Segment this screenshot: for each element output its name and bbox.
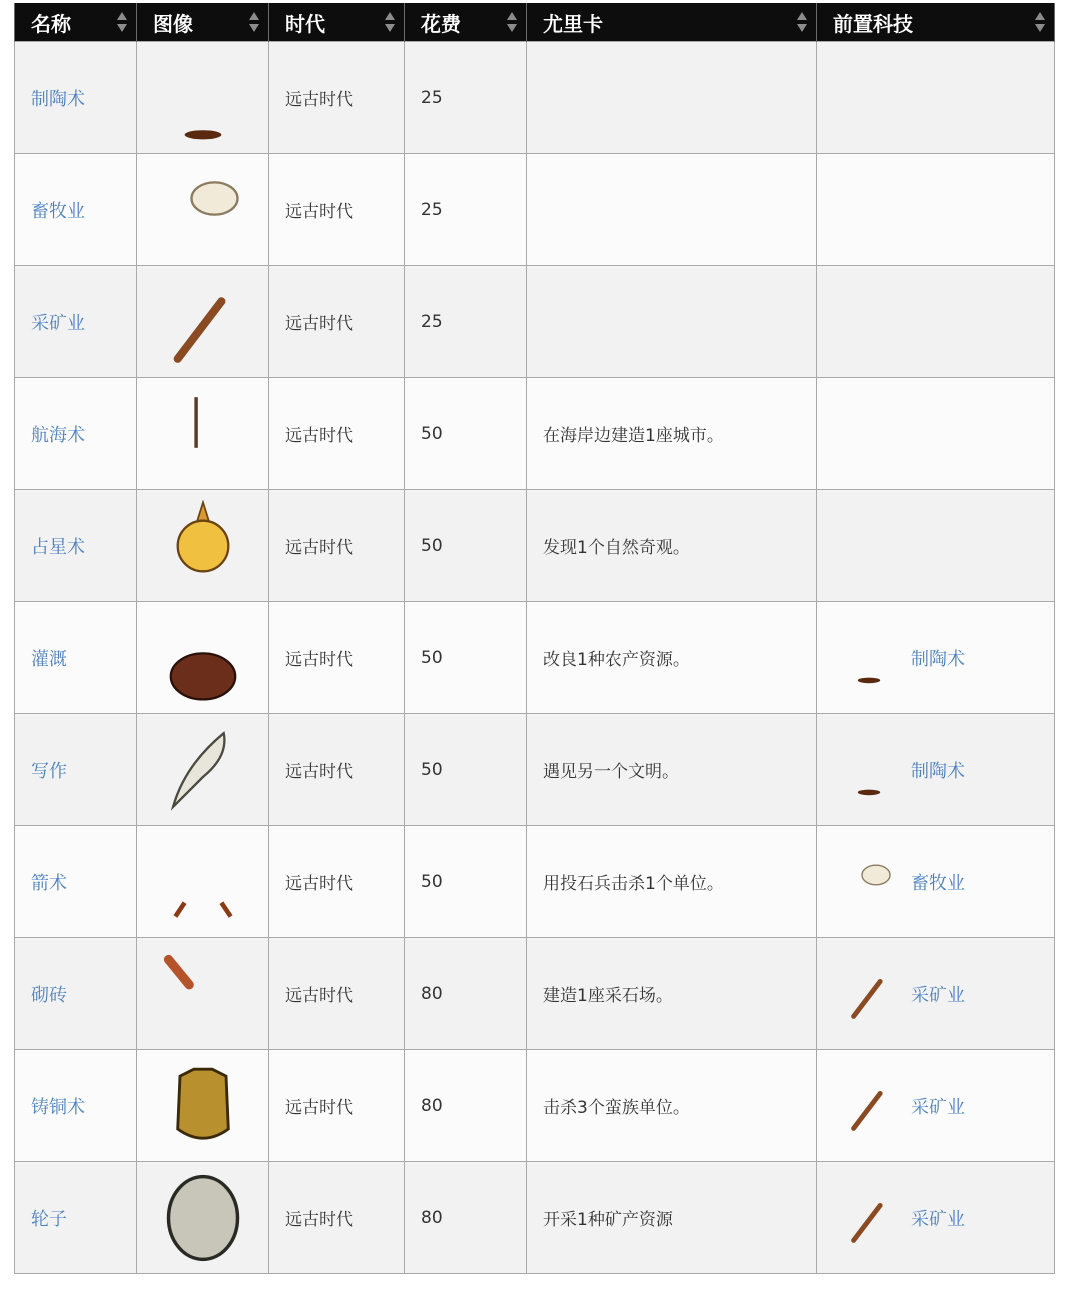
cell-name <box>15 938 137 1050</box>
cell-prereq <box>817 826 1055 938</box>
archery-target-icon <box>157 836 249 928</box>
cell-cost: 50 <box>405 490 527 602</box>
cell-era: 远古时代 <box>269 1162 405 1274</box>
cell-image <box>137 602 269 714</box>
cell-cost: 80 <box>405 1162 527 1274</box>
prereq-link[interactable]: 采矿业 <box>911 984 965 1006</box>
cell-image <box>137 938 269 1050</box>
table-row <box>15 42 1055 154</box>
cell-eureka: 击杀3个蛮族单位。 <box>527 1050 817 1162</box>
stone-wheel-icon <box>157 1172 249 1264</box>
tech-name-link[interactable]: 采矿业 <box>31 312 85 334</box>
cell-prereq <box>817 378 1055 490</box>
cell-cost: 80 <box>405 938 527 1050</box>
header-row <box>15 3 1055 42</box>
cell-era: 远古时代 <box>269 1050 405 1162</box>
tech-name-link[interactable]: 灌溉 <box>31 648 67 670</box>
cell-eureka: 在海岸边建造1座城市。 <box>527 378 817 490</box>
header-label: 前置科技 <box>833 11 913 36</box>
column-header-name[interactable] <box>15 3 137 42</box>
cell-eureka: 用投石兵击杀1个单位。 <box>527 826 817 938</box>
cell-image <box>137 378 269 490</box>
prereq-link[interactable]: 制陶术 <box>911 648 965 670</box>
cell-eureka: 遇见另一个文明。 <box>527 714 817 826</box>
header-label: 名称 <box>31 11 71 36</box>
cell-prereq <box>817 266 1055 378</box>
table-row <box>15 1162 1055 1274</box>
column-header-era[interactable] <box>269 3 405 42</box>
cell-image <box>137 1050 269 1162</box>
bronze-armor-icon <box>157 1060 249 1152</box>
prereq-link[interactable]: 制陶术 <box>911 760 965 782</box>
table-row <box>15 378 1055 490</box>
prereq-entry <box>833 742 1054 798</box>
table-row <box>15 826 1055 938</box>
pickaxe-icon <box>841 1078 897 1134</box>
cell-prereq <box>817 714 1055 826</box>
cell-prereq <box>817 1050 1055 1162</box>
sailing-ship-icon <box>157 388 249 480</box>
table-row <box>15 714 1055 826</box>
sprout-icon <box>157 612 249 704</box>
sheep-icon <box>841 854 897 910</box>
cell-prereq <box>817 154 1055 266</box>
cell-era: 远古时代 <box>269 714 405 826</box>
quill-inkpot-icon <box>157 724 249 816</box>
tech-name-link[interactable]: 箭术 <box>31 872 67 894</box>
tech-name-link[interactable]: 制陶术 <box>31 88 85 110</box>
prereq-link[interactable]: 采矿业 <box>911 1096 965 1118</box>
cell-cost: 25 <box>405 42 527 154</box>
tech-name-link[interactable]: 轮子 <box>31 1208 67 1230</box>
tech-table <box>14 3 1055 1274</box>
tech-table-container <box>14 3 1054 1274</box>
tech-name-link[interactable]: 占星术 <box>31 536 85 558</box>
tech-name-link[interactable]: 写作 <box>31 760 67 782</box>
table-row <box>15 266 1055 378</box>
pickaxe-icon <box>841 1190 897 1246</box>
header-label: 图像 <box>153 11 193 36</box>
cell-name <box>15 602 137 714</box>
tech-name-link[interactable]: 航海术 <box>31 424 85 446</box>
sort-icon <box>796 10 808 34</box>
pickaxe-icon <box>841 966 897 1022</box>
table-row <box>15 154 1055 266</box>
sort-icon <box>1034 10 1046 34</box>
cell-name <box>15 826 137 938</box>
prereq-entry <box>833 1190 1054 1246</box>
column-header-prereq[interactable] <box>817 3 1055 42</box>
cell-image <box>137 490 269 602</box>
cell-eureka <box>527 266 817 378</box>
cell-era: 远古时代 <box>269 42 405 154</box>
prereq-link[interactable]: 畜牧业 <box>911 872 965 894</box>
cell-prereq <box>817 1162 1055 1274</box>
sort-icon <box>248 10 260 34</box>
header-label: 花费 <box>421 11 461 36</box>
cell-image <box>137 154 269 266</box>
cell-name <box>15 266 137 378</box>
cell-image <box>137 714 269 826</box>
prereq-entry <box>833 1078 1054 1134</box>
cell-era: 远古时代 <box>269 938 405 1050</box>
table-row <box>15 938 1055 1050</box>
tech-name-link[interactable]: 砌砖 <box>31 984 67 1006</box>
cell-era: 远古时代 <box>269 826 405 938</box>
table-row <box>15 490 1055 602</box>
cell-cost: 25 <box>405 266 527 378</box>
column-header-eureka[interactable] <box>527 3 817 42</box>
cell-image <box>137 826 269 938</box>
pottery-vase-icon <box>157 52 249 144</box>
cell-eureka: 建造1座采石场。 <box>527 938 817 1050</box>
cell-eureka <box>527 154 817 266</box>
cell-name <box>15 42 137 154</box>
sort-icon <box>116 10 128 34</box>
sun-moon-icon <box>157 500 249 592</box>
cell-name <box>15 1162 137 1274</box>
cell-prereq <box>817 938 1055 1050</box>
cell-cost: 50 <box>405 714 527 826</box>
prereq-entry <box>833 854 1054 910</box>
column-header-cost[interactable] <box>405 3 527 42</box>
pickaxe-icon <box>157 276 249 368</box>
pottery-vase-icon <box>841 630 897 686</box>
cell-cost: 50 <box>405 826 527 938</box>
tech-name-link[interactable]: 畜牧业 <box>31 200 85 222</box>
header-label: 时代 <box>285 11 325 36</box>
cell-prereq <box>817 602 1055 714</box>
cell-eureka: 改良1种农产资源。 <box>527 602 817 714</box>
column-header-image[interactable] <box>137 3 269 42</box>
cell-era: 远古时代 <box>269 378 405 490</box>
prereq-entry <box>833 630 1054 686</box>
trowel-icon <box>157 948 249 1040</box>
cell-cost: 80 <box>405 1050 527 1162</box>
cell-cost: 50 <box>405 378 527 490</box>
cell-prereq <box>817 490 1055 602</box>
cell-prereq <box>817 42 1055 154</box>
cell-name <box>15 1050 137 1162</box>
cell-image <box>137 42 269 154</box>
cell-image <box>137 266 269 378</box>
cell-eureka: 开采1种矿产资源 <box>527 1162 817 1274</box>
cell-eureka <box>527 42 817 154</box>
cell-era: 远古时代 <box>269 490 405 602</box>
cell-name <box>15 714 137 826</box>
pottery-vase-icon <box>841 742 897 798</box>
cell-era: 远古时代 <box>269 266 405 378</box>
prereq-entry <box>833 966 1054 1022</box>
tech-name-link[interactable]: 铸铜术 <box>31 1096 85 1118</box>
sort-icon <box>384 10 396 34</box>
header-label: 尤里卡 <box>543 11 603 36</box>
cell-name <box>15 154 137 266</box>
cell-name <box>15 378 137 490</box>
sheep-icon <box>157 164 249 256</box>
table-row <box>15 602 1055 714</box>
cell-cost: 25 <box>405 154 527 266</box>
prereq-link[interactable]: 采矿业 <box>911 1208 965 1230</box>
cell-cost: 50 <box>405 602 527 714</box>
cell-name <box>15 490 137 602</box>
cell-era: 远古时代 <box>269 154 405 266</box>
cell-image <box>137 1162 269 1274</box>
table-row <box>15 1050 1055 1162</box>
cell-era: 远古时代 <box>269 602 405 714</box>
sort-icon <box>506 10 518 34</box>
cell-eureka: 发现1个自然奇观。 <box>527 490 817 602</box>
